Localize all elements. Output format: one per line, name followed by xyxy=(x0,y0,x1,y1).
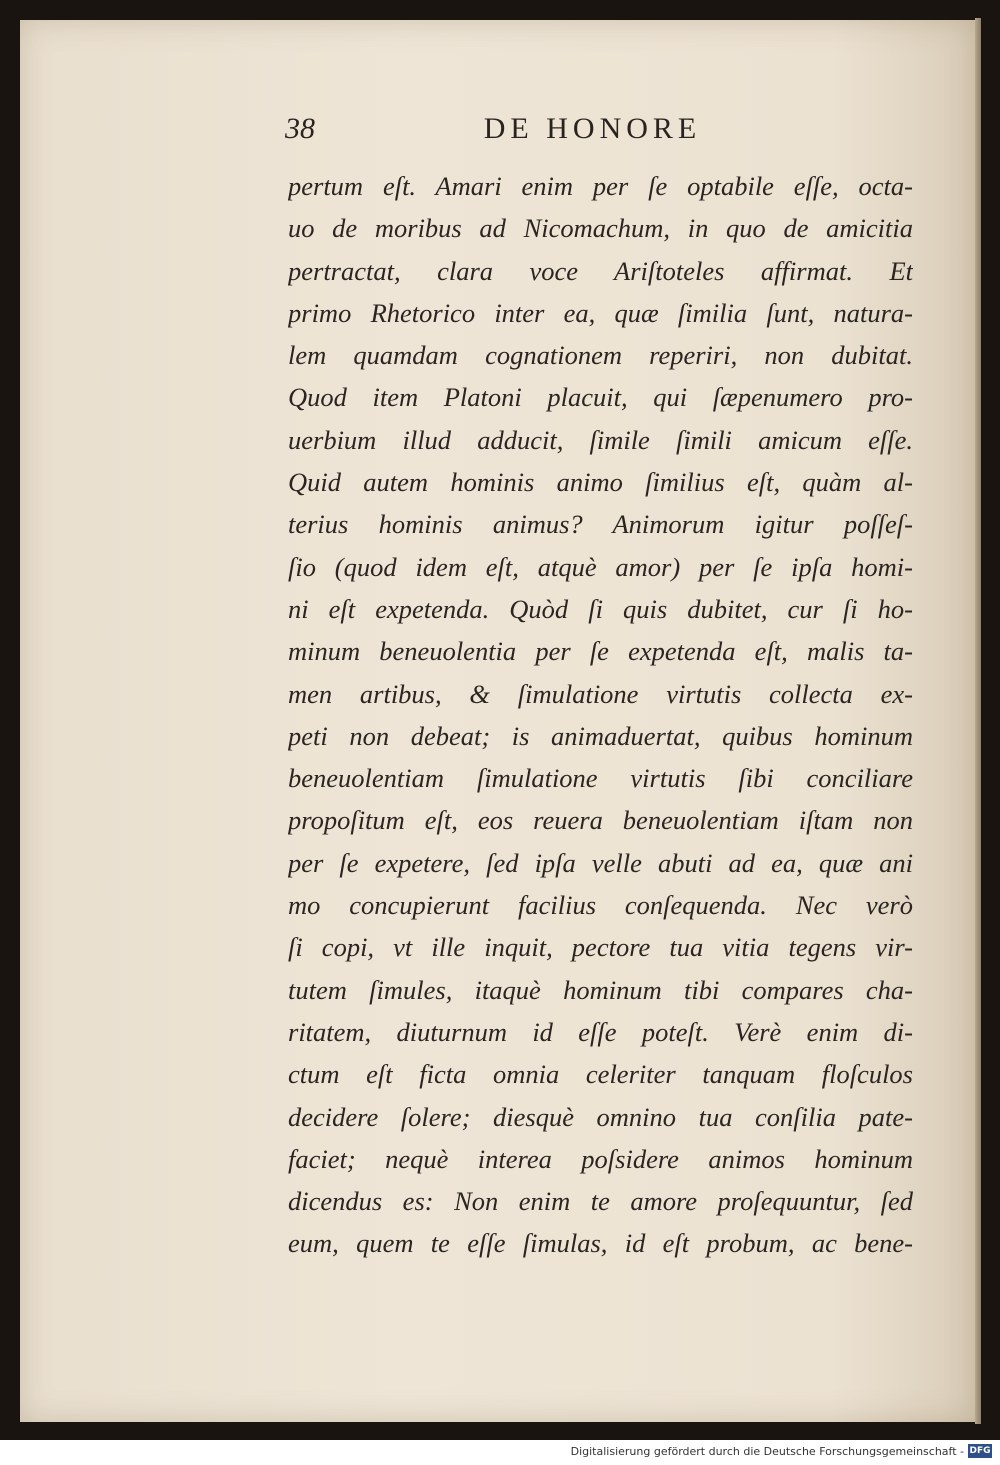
running-head xyxy=(285,112,900,152)
text-line: Quid autem hominis animo ſimilius eſt, quàm al- xyxy=(288,467,913,498)
text-line: men artibus, & ſimulatione virtutis collecta ex- xyxy=(288,678,913,709)
footer-bar xyxy=(0,1440,1000,1465)
text-line: ſi copi, vt ille inquit, pectore tua vitia tegens vir- xyxy=(288,932,913,963)
page-number: 38 xyxy=(285,112,315,145)
text-line: peti non debeat; is animaduertat, quibus hominum xyxy=(288,720,913,751)
text-line: decidere ſolere; diesquè omnino tua conſilia pate- xyxy=(288,1101,913,1132)
text-line: ſio (quod idem eſt, atquè amor) per ſe ipſa homi- xyxy=(288,551,913,582)
text-line: lem quamdam cognationem reperiri, non dubitat. xyxy=(288,340,913,371)
text-line: ctum eſt ficta omnia celeriter tanquam floſculos xyxy=(288,1059,913,1090)
dfg-logo-icon: DFG xyxy=(969,1446,991,1456)
text-line: pertractat, clara voce Ariſtoteles affirmat. Et xyxy=(288,255,913,286)
running-title: DE HONORE xyxy=(483,112,702,145)
text-line: minum beneuolentia per ſe expetenda eſt, malis ta- xyxy=(288,636,913,667)
text-line: ni eſt expetenda. Quòd ſi quis dubitet, cur ſi ho- xyxy=(288,593,913,624)
text-line: pertum eſt. Amari enim per ſe optabile eſſe, octa- xyxy=(288,171,913,201)
text-line: mo concupierunt facilius conſequenda. Nec verò xyxy=(288,890,913,921)
text-line: uo de moribus ad Nicomachum, in quo de amicitia xyxy=(288,213,913,244)
text-line: tutem ſimules, itaquè hominum tibi compares cha- xyxy=(288,974,913,1005)
text-line: eum, quem te eſſe ſimulas, id eſt probum, ac bene- xyxy=(288,1228,913,1259)
body-text xyxy=(288,165,913,1265)
text-line: ritatem, diuturnum id eſſe poteſt. Verè enim di- xyxy=(288,1016,913,1047)
funding-credit: Digitalisierung gefördert durch die Deutsche Forschungsgemeinschaft - xyxy=(570,1445,964,1458)
text-line: terius hominis animus? Animorum igitur poſſeſ- xyxy=(288,509,913,540)
text-line: beneuolentiam ſimulatione virtutis ſibi conciliare xyxy=(288,763,913,794)
text-line: faciet; nequè interea poſsidere animos hominum xyxy=(288,1143,913,1174)
text-line: Quod item Platoni placuit, qui ſæpenumero pro- xyxy=(288,382,913,413)
text-line: per ſe expetere, ſed ipſa velle abuti ad ea, quæ ani xyxy=(288,847,913,878)
page-edge xyxy=(975,18,981,1424)
text-line: primo Rhetorico inter ea, quæ ſimilia ſunt, natura- xyxy=(288,297,913,328)
text-line: dicendus es: Non enim te amore proſequuntur, ſed xyxy=(288,1186,913,1217)
text-line: propoſitum eſt, eos reuera beneuolentiam iſtam non xyxy=(288,805,913,836)
text-line: uerbium illud adducit, ſimile ſimili amicum eſſe. xyxy=(288,424,913,455)
